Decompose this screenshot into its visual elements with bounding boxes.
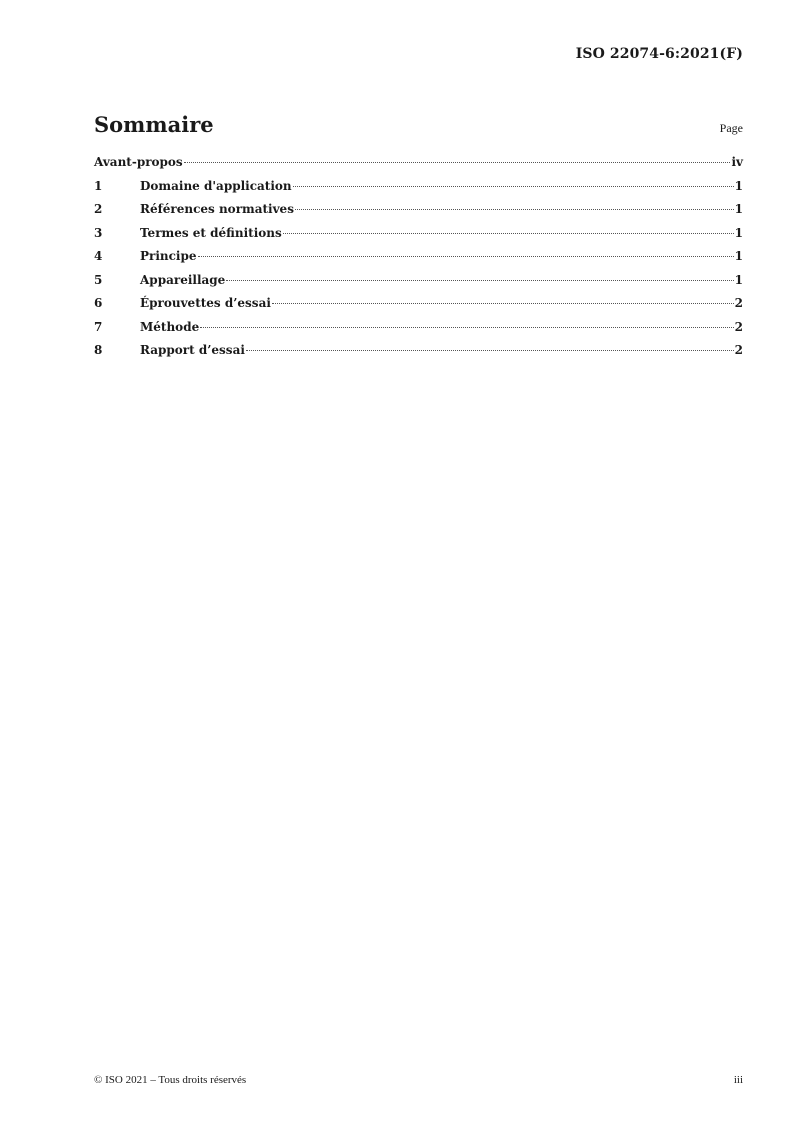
toc-entry-number: 2 — [94, 202, 103, 216]
document-id: ISO 22074-6:2021(F) — [575, 46, 743, 62]
toc-dot-leader — [198, 256, 734, 257]
toc-dot-leader — [272, 303, 734, 304]
toc-entry-page: 2 — [734, 296, 743, 310]
toc-entry-title: Références normatives — [140, 202, 294, 216]
toc-entry-title: Domaine d'application — [140, 178, 292, 193]
toc-entry-page: 1 — [734, 249, 743, 263]
toc-entry-number: 6 — [94, 296, 103, 310]
toc-entry-page: 2 — [734, 319, 743, 334]
toc-entry-7[interactable] — [94, 320, 743, 344]
toc-dot-leader — [283, 233, 734, 234]
toc-entry-number: 1 — [94, 178, 103, 193]
copyright-notice: © ISO 2021 – Tous droits réservés — [94, 1074, 247, 1086]
toc-entry-title: Termes et définitions — [140, 225, 282, 240]
toc-entry-5[interactable] — [94, 273, 743, 297]
toc-entry-title: Rapport d’essai — [140, 343, 245, 357]
toc-entry-title: Appareillage — [140, 272, 226, 287]
toc-dot-leader — [184, 162, 731, 163]
page-column-label: Page — [719, 121, 743, 135]
toc-entry-page: iv — [731, 155, 743, 169]
table-of-contents — [94, 155, 743, 367]
toc-entry-1[interactable] — [94, 179, 743, 203]
toc-entry-number: 3 — [94, 225, 103, 240]
toc-entry-page: 1 — [734, 202, 743, 216]
toc-entry-8[interactable] — [94, 343, 743, 367]
toc-entry-number: 5 — [94, 272, 103, 287]
toc-entry-4[interactable] — [94, 249, 743, 273]
toc-entry-title: Méthode — [140, 319, 200, 334]
toc-entry-title: Avant-propos — [94, 155, 183, 169]
toc-entry-foreword[interactable] — [94, 155, 743, 179]
toc-entry-page: 1 — [734, 178, 743, 193]
toc-entry-number: 4 — [94, 249, 103, 263]
toc-dot-leader — [200, 327, 733, 328]
toc-entry-3[interactable] — [94, 226, 743, 250]
page-footer — [94, 1074, 743, 1086]
toc-title-row — [94, 112, 743, 137]
toc-entry-page: 1 — [734, 272, 743, 287]
toc-entry-number: 7 — [94, 319, 103, 334]
toc-entry-page: 1 — [734, 225, 743, 240]
toc-entry-2[interactable] — [94, 202, 743, 226]
toc-entry-6[interactable] — [94, 296, 743, 320]
toc-entry-title: Principe — [140, 249, 197, 263]
toc-entry-page: 2 — [734, 343, 743, 357]
toc-dot-leader — [293, 186, 734, 187]
page-title: Sommaire — [94, 112, 214, 137]
toc-dot-leader — [246, 350, 734, 351]
page-number: iii — [733, 1074, 743, 1086]
toc-entry-title: Éprouvettes d’essai — [140, 296, 271, 310]
toc-entry-number: 8 — [94, 343, 103, 357]
toc-dot-leader — [226, 280, 733, 281]
toc-dot-leader — [295, 209, 734, 210]
